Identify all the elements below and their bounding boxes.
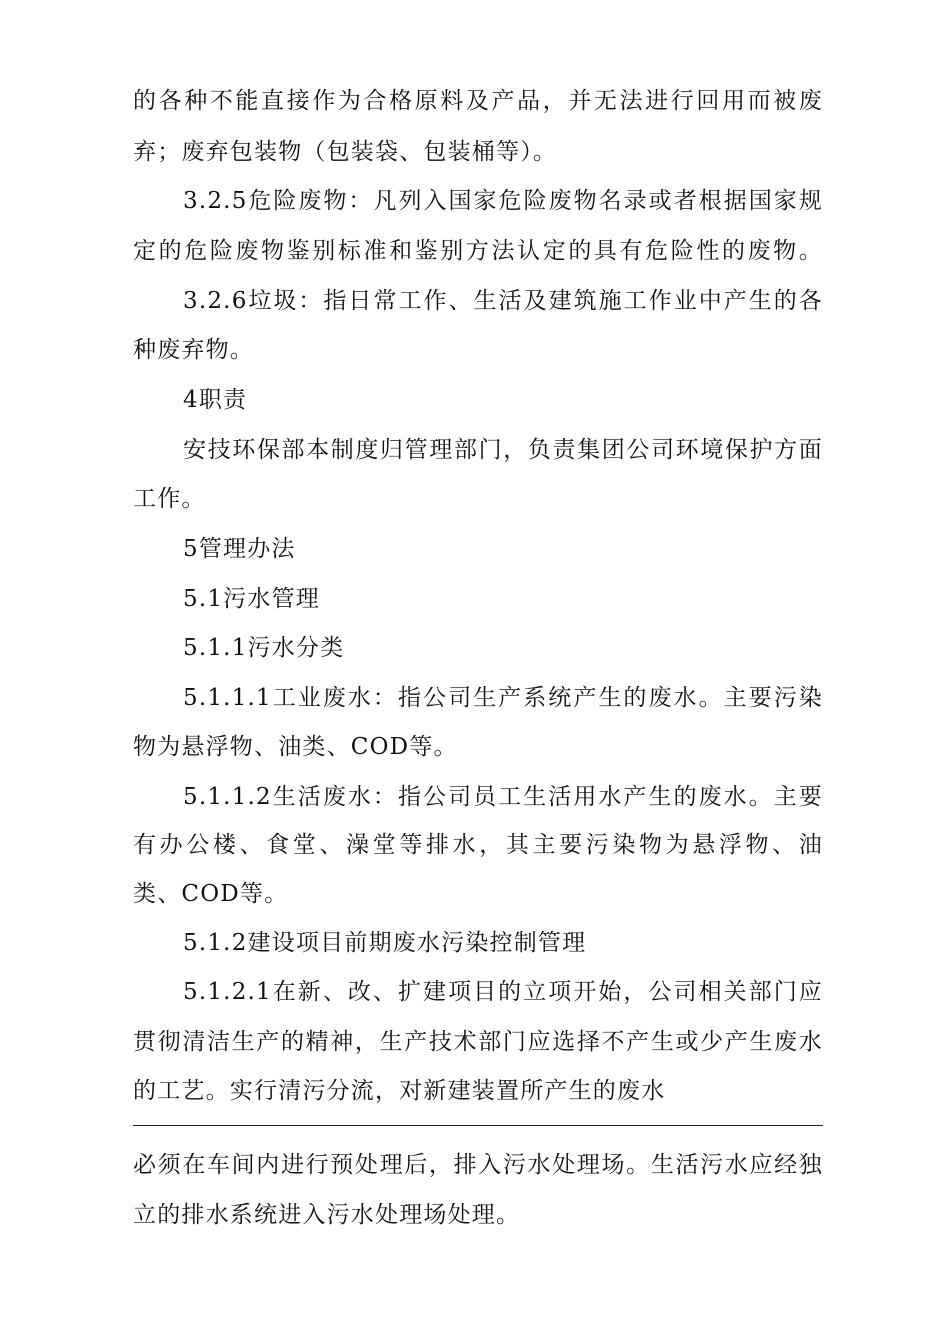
paragraph-line: 必须在车间内进行预处理后，排入污水处理场。生活污水应经独 <box>133 1152 823 1178</box>
section-heading-5: 5管理办法 <box>183 536 296 562</box>
section-heading-3-2-5: 3.2.5危险废物：凡列入国家危险废物名录或者根据国家规 <box>183 188 823 214</box>
paragraph-line: 立的排水系统进入污水处理场处理。 <box>133 1202 521 1228</box>
section-heading-5-1-2-1: 5.1.2.1在新、改、扩建项目的立项开始，公司相关部门应 <box>183 979 823 1005</box>
paragraph-line: 安技环保部本制度归管理部门，负责集团公司环境保护方面 <box>183 437 823 463</box>
section-heading-5-1: 5.1污水管理 <box>183 586 320 612</box>
section-heading-5-1-1: 5.1.1污水分类 <box>183 635 345 661</box>
paragraph-line: 弃；废弃包装物（包装袋、包装桶等）。 <box>133 139 558 165</box>
section-heading-5-1-2: 5.1.2建设项目前期废水污染控制管理 <box>183 930 587 956</box>
paragraph-line: 种废弃物。 <box>133 337 254 363</box>
paragraph-line: 有办公楼、食堂、澡堂等排水，其主要污染物为悬浮物、油 <box>133 832 823 858</box>
section-heading-3-2-6: 3.2.6垃圾：指日常工作、生活及建筑施工作业中产生的各 <box>183 288 823 314</box>
paragraph-line: 类、COD等。 <box>133 881 289 907</box>
paragraph-line: 的各种不能直接作为合格原料及产品，并无法进行回用而被废 <box>133 88 823 114</box>
paragraph-line: 工作。 <box>133 486 206 512</box>
section-heading-5-1-1-2: 5.1.1.2生活废水：指公司员工生活用水产生的废水。主要 <box>183 784 823 810</box>
section-heading-5-1-1-1: 5.1.1.1工业废水：指公司生产系统产生的废水。主要污染 <box>183 685 823 711</box>
paragraph-line: 物为悬浮物、油类、COD等。 <box>133 734 458 760</box>
paragraph-line: 贯彻清洁生产的精神，生产技术部门应选择不产生或少产生废水 <box>133 1029 823 1055</box>
section-heading-4: 4职责 <box>183 387 248 413</box>
paragraph-line: 定的危险废物鉴别标准和鉴别方法认定的具有危险性的废物。 <box>133 238 823 264</box>
page-break-divider <box>133 1125 823 1126</box>
paragraph-line: 的工艺。实行清污分流，对新建装置所产生的废水 <box>133 1078 666 1104</box>
